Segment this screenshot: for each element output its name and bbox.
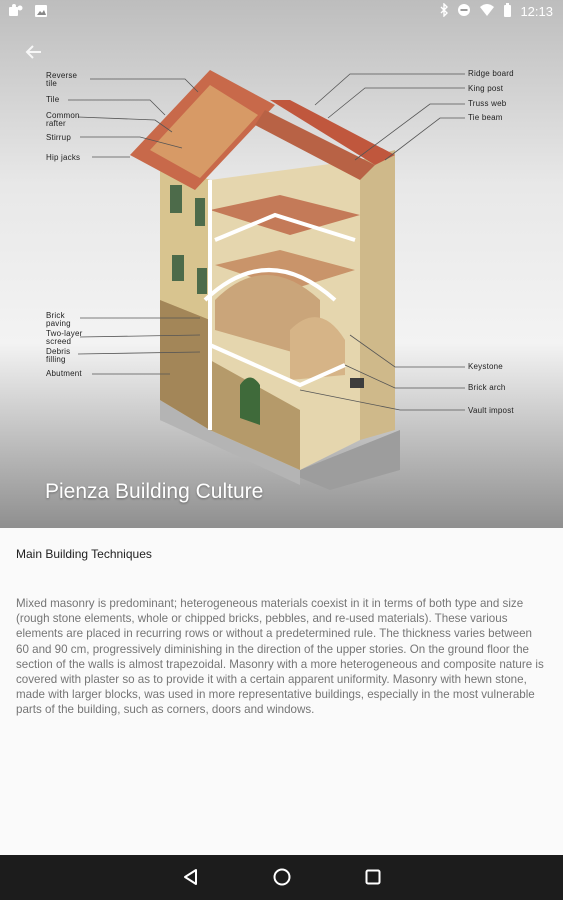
nav-recents-button[interactable]	[362, 866, 384, 893]
body-paragraph: Mixed masonry is predominant; heterogeneous materials coexist in it in terms of both type and size (rough stone elements, whole or chipped bricks, pebbles, and re-used materials). These various elements are placed in recurring rows or without a predetermined rule. The thickness varies between 60 and 90 cm, progressively diminishing in the direction of the upper stories. On the ground floor the section of the walls is almost trapezoidal. Masonry with a more heterogeneous and composite nature is covered with plaster so as to provide it with a certain apparent uniformity. Masonry with hewn stone, made with larger blocks, was used in more representative buildings, especially in the most vulnerable parts of the building, such as corners, doors and windows.	[16, 597, 544, 717]
home-circle-icon	[271, 866, 293, 888]
recents-square-icon	[362, 866, 384, 888]
diagram-label-abutment: Abutment	[46, 369, 82, 378]
diagram-label-truss-web: Truss web	[468, 99, 507, 108]
diagram-label-vault-impost: Vault impost	[468, 406, 514, 415]
image-notification-icon	[34, 4, 48, 21]
bluetooth-icon	[439, 3, 449, 20]
section-title: Main Building Techniques	[16, 547, 152, 561]
diagram-label-tie-beam: Tie beam	[468, 113, 503, 122]
diagram-label-common-rafter: Common rafter	[46, 111, 80, 128]
diagram-label-reverse-tile: Reverse tile	[46, 71, 78, 88]
system-navigation-bar	[0, 855, 563, 900]
app-notification-icon	[8, 4, 24, 21]
diagram-label-keystone: Keystone	[468, 362, 503, 371]
diagram-label-two-layer-screed: Two-layer screed	[46, 329, 83, 346]
back-triangle-icon	[180, 866, 202, 888]
wifi-icon	[479, 3, 495, 20]
content-area	[0, 528, 563, 855]
do-not-disturb-icon	[457, 3, 471, 20]
diagram-label-tile: Tile	[46, 95, 60, 104]
page-title: Pienza Building Culture	[45, 480, 264, 503]
clock: 12:13	[520, 4, 553, 19]
diagram-label-stirrup: Stirrup	[46, 133, 71, 142]
arrow-back-icon	[24, 42, 44, 62]
status-bar	[0, 0, 563, 24]
diagram-label-brick-paving: Brick paving	[46, 311, 71, 328]
battery-icon	[503, 3, 512, 20]
diagram-label-ridge-board: Ridge board	[468, 69, 514, 78]
back-button[interactable]	[24, 42, 44, 67]
diagram-label-king-post: King post	[468, 84, 504, 93]
diagram-label-hip-jacks: Hip jacks	[46, 153, 81, 162]
diagram-label-brick-arch: Brick arch	[468, 383, 506, 392]
nav-home-button[interactable]	[271, 866, 293, 893]
diagram-label-debris-filling: Debris filling	[46, 347, 71, 364]
nav-back-button[interactable]	[180, 866, 202, 893]
